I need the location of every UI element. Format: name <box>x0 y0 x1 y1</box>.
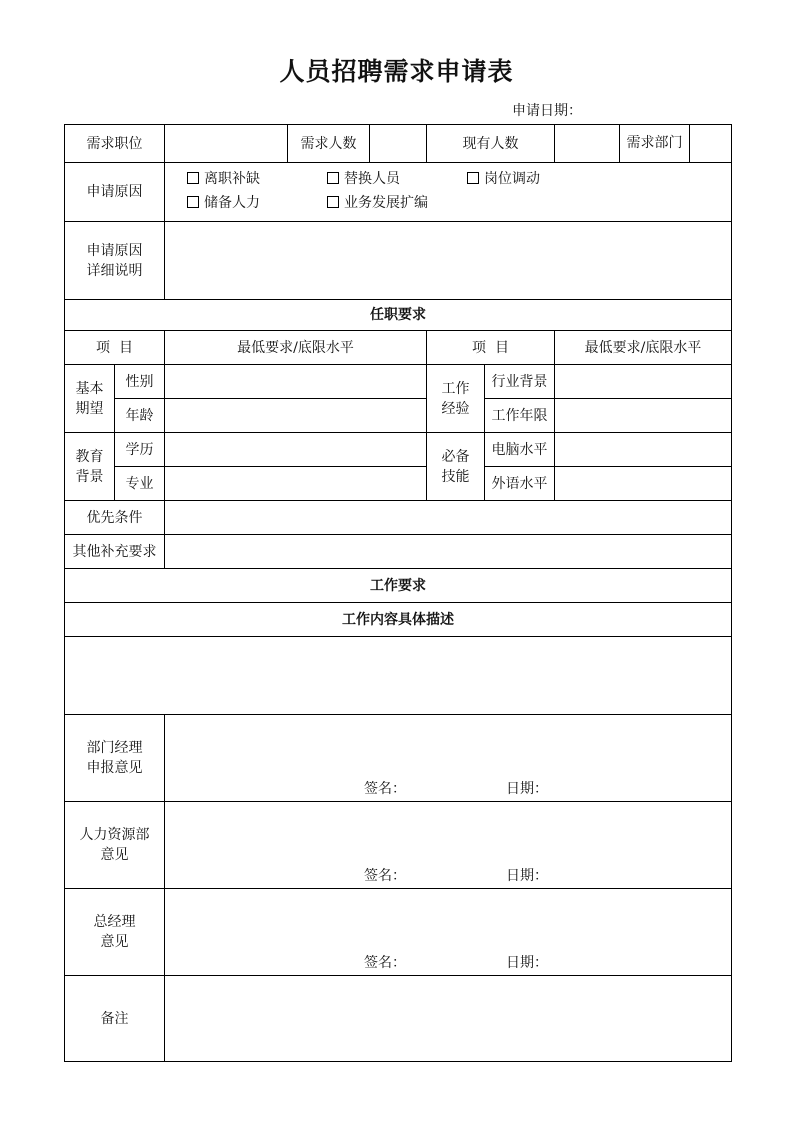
degree-label: 学历 <box>115 433 165 467</box>
language-label: 外语水平 <box>485 467 555 501</box>
reason-option-4[interactable]: 储备人力 <box>187 193 260 213</box>
reason-option-1[interactable]: 离职补缺 <box>187 169 260 189</box>
checkbox-icon[interactable] <box>467 172 479 184</box>
checkbox-icon[interactable] <box>187 196 199 208</box>
major-label: 专业 <box>115 467 165 501</box>
major-field[interactable] <box>165 467 427 501</box>
work-req-header: 工作要求 <box>65 569 732 603</box>
other-req-label: 其他补充要求 <box>65 535 165 569</box>
reason-detail-label: 申请原因 详细说明 <box>65 222 165 300</box>
industry-field[interactable] <box>555 365 732 399</box>
other-req-field[interactable] <box>165 535 732 569</box>
reason-option-2[interactable]: 替换人员 <box>327 169 400 189</box>
sign-label: 签名： <box>364 955 406 971</box>
sign-label: 签名： <box>364 868 406 884</box>
dept-manager-label: 部门经理 申报意见 <box>65 715 165 802</box>
hr-opinion-field[interactable] <box>165 802 732 889</box>
dept-label: 需求部门 <box>619 125 690 162</box>
position-label: 需求职位 <box>65 125 165 163</box>
degree-field[interactable] <box>165 433 427 467</box>
dept-field[interactable] <box>689 125 731 162</box>
dept-manager-opinion-field[interactable] <box>165 715 732 802</box>
recruitment-form-table <box>64 124 732 1062</box>
requirements-header: 任职要求 <box>65 300 732 331</box>
years-field[interactable] <box>555 399 732 433</box>
date-label: 日期： <box>506 781 548 797</box>
reason-label: 申请原因 <box>65 163 165 222</box>
gm-label: 总经理 意见 <box>65 889 165 976</box>
computer-label: 电脑水平 <box>485 433 555 467</box>
current-count-and-dept-cell <box>555 125 732 163</box>
work-content-header: 工作内容具体描述 <box>65 603 732 637</box>
remarks-field[interactable] <box>165 976 732 1062</box>
apply-date-label: 申请日期： <box>512 103 582 119</box>
form-title: 人员招聘需求申请表 <box>279 57 514 86</box>
current-count-label: 现有人数 <box>427 125 555 163</box>
reason-detail-field[interactable] <box>165 222 732 300</box>
date-label: 日期： <box>506 955 548 971</box>
remarks-label: 备注 <box>65 976 165 1062</box>
work-exp-label: 工作 经验 <box>427 365 485 433</box>
skills-label: 必备 技能 <box>427 433 485 501</box>
gender-field[interactable] <box>165 365 427 399</box>
sign-label: 签名： <box>364 781 406 797</box>
reason-options <box>165 163 732 222</box>
language-field[interactable] <box>555 467 732 501</box>
computer-field[interactable] <box>555 433 732 467</box>
priority-field[interactable] <box>165 501 732 535</box>
checkbox-icon[interactable] <box>327 196 339 208</box>
priority-label: 优先条件 <box>65 501 165 535</box>
work-content-field[interactable] <box>65 637 732 715</box>
basic-label: 基本 期望 <box>65 365 115 433</box>
reason-option-5[interactable]: 业务发展扩编 <box>327 193 428 213</box>
education-label: 教育 背景 <box>65 433 115 501</box>
min-header-left: 最低要求/底限水平 <box>165 331 427 365</box>
gm-opinion-field[interactable] <box>165 889 732 976</box>
item-header-left: 项 目 <box>65 331 165 365</box>
headcount-field[interactable] <box>370 125 427 163</box>
min-header-right: 最低要求/底限水平 <box>555 331 732 365</box>
hr-label: 人力资源部 意见 <box>65 802 165 889</box>
date-label: 日期： <box>506 868 548 884</box>
item-header-right: 项 目 <box>427 331 555 365</box>
position-field[interactable] <box>165 125 288 163</box>
reason-option-3[interactable]: 岗位调动 <box>467 169 540 189</box>
current-count-field[interactable] <box>555 125 619 162</box>
years-label: 工作年限 <box>485 399 555 433</box>
gender-label: 性别 <box>115 365 165 399</box>
industry-label: 行业背景 <box>485 365 555 399</box>
checkbox-icon[interactable] <box>187 172 199 184</box>
age-label: 年龄 <box>115 399 165 433</box>
checkbox-icon[interactable] <box>327 172 339 184</box>
headcount-label: 需求人数 <box>288 125 370 163</box>
age-field[interactable] <box>165 399 427 433</box>
